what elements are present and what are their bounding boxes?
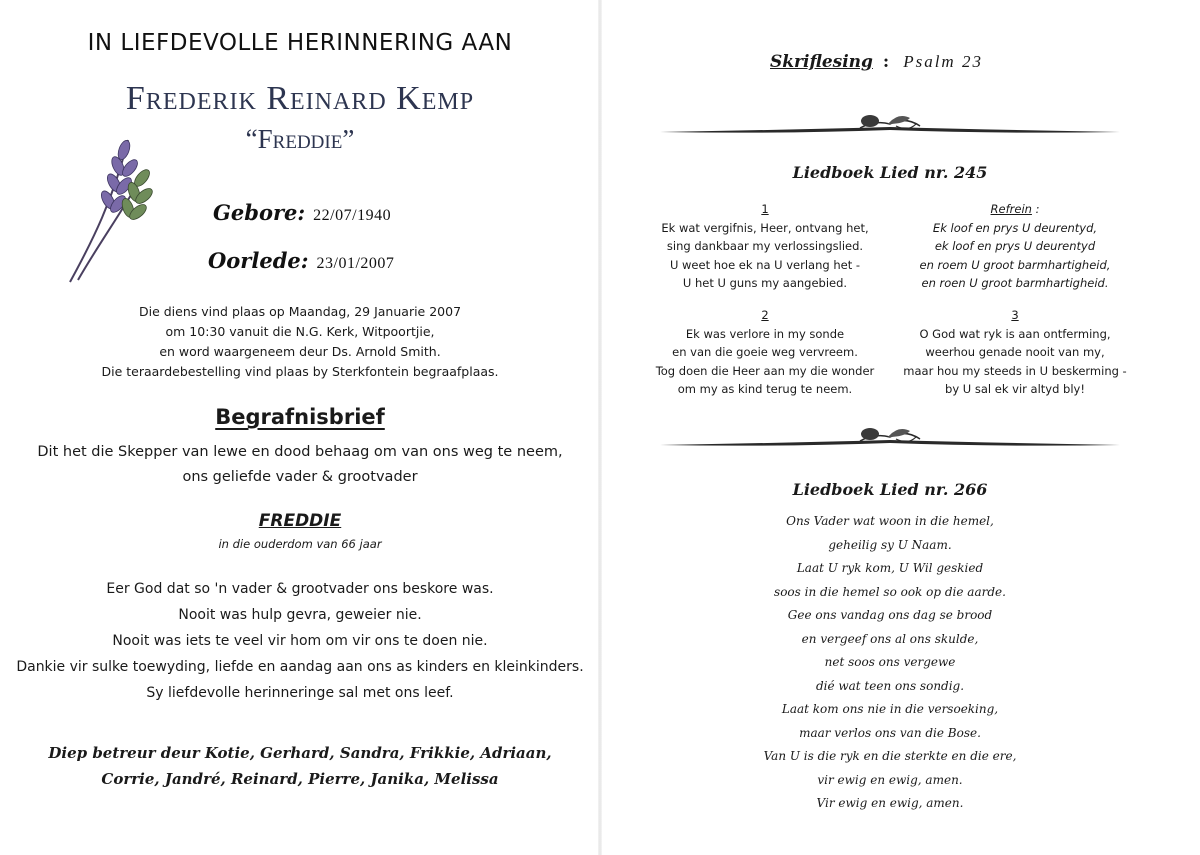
born-value: 22/07/1940 xyxy=(313,207,392,224)
hymn-line: Gee ons vandag ons dag se brood xyxy=(787,608,993,622)
born-label: Gebore: xyxy=(213,200,306,225)
died-label: Oorlede: xyxy=(208,248,309,273)
poem-line: Nooit was hulp gevra, geweier nie. xyxy=(178,607,422,623)
refrain-line: Ek loof en prys U deurentyd, xyxy=(932,220,1098,235)
verse-line: maar hou my steeds in U beskerming - xyxy=(903,363,1127,378)
verse-line: by U sal ek vir altyd bly! xyxy=(945,382,1085,396)
mourners-line: Corrie, Jandré, Reinard, Pierre, Janika, Melissa xyxy=(101,770,499,788)
service-line: en word waargeneem deur Ds. Arnold Smith. xyxy=(159,344,441,359)
poem-line: Eer God dat so 'n vader & grootvader ons beskore was. xyxy=(106,581,494,597)
reading-value: Psalm 23 xyxy=(903,52,983,71)
verse-line: U het U guns my aangebied. xyxy=(682,276,848,290)
age-line: in die ouderdom van 66 jaar xyxy=(218,537,382,551)
hymn-line: geheilig sy U Naam. xyxy=(828,537,952,552)
verse-line: O God wat ryk is aan ontferming, xyxy=(919,326,1111,341)
funeral-letter-intro xyxy=(30,440,570,490)
refrain-line: en roem U groot barmhartigheid, xyxy=(919,257,1111,272)
deceased-nickname: “Freddie” xyxy=(245,124,355,154)
hymn-line: net soos ons vergewe xyxy=(824,655,956,669)
hymn-line: Vir ewig en ewig, amen. xyxy=(816,796,964,810)
mourners-list xyxy=(40,740,560,792)
rose-divider-icon xyxy=(660,423,1120,453)
right-page xyxy=(600,0,1200,855)
verse-line: Tog doen die Heer aan my die wonder xyxy=(655,363,875,378)
rose-divider-icon xyxy=(660,110,1120,140)
reading-label: Skriflesing xyxy=(770,52,873,72)
scripture-reading xyxy=(770,52,983,72)
poem-line: Nooit was iets te veel vir hom om vir ons te doen nie. xyxy=(112,633,488,649)
mourners-line: Diep betreur deur Kotie, Gerhard, Sandra, Frikkie, Adriaan, xyxy=(48,744,552,762)
verse-line: en van die goeie weg vervreem. xyxy=(672,345,858,359)
death-date-line xyxy=(208,248,394,273)
hymn-line: en vergeef ons al ons skulde, xyxy=(801,631,979,646)
died-value: 23/01/2007 xyxy=(316,255,395,272)
verse-number: 3 xyxy=(1011,308,1019,322)
verse-number: 2 xyxy=(761,308,769,322)
hymn-verse-1 xyxy=(640,200,890,293)
verse-line: U weet hoe ek na U verlang het - xyxy=(669,257,861,272)
verse-line: om my as kind terug te neem. xyxy=(677,382,853,396)
funeral-letter-title: Begrafnisbrief xyxy=(215,405,385,429)
refrain-colon: : xyxy=(1031,202,1040,216)
hymn-line: soos in die hemel so ook op die aarde. xyxy=(774,584,1006,599)
refrain-line: en roen U groot barmhartigheid. xyxy=(921,276,1109,290)
hymn-line: Van U is die ryk en die sterkte en die ere, xyxy=(763,749,1017,763)
deceased-full-name: Frederik Reinard Kemp xyxy=(125,80,475,117)
hymn-line: Laat kom ons nie in die versoeking, xyxy=(781,702,999,716)
verse-line: Ek was verlore in my sonde xyxy=(685,326,845,341)
verse-line: weerhou genade nooit van my, xyxy=(925,345,1105,359)
poem-line: Dankie vir sulke toewyding, liefde en aandag aan ons as kinders en kleinkinders. xyxy=(16,659,584,675)
refrain-label: Refrein xyxy=(990,202,1032,216)
service-line: Die diens vind plaas op Maandag, 29 Januarie 2007 xyxy=(138,304,462,319)
hymn-line: dié wat teen ons sondig. xyxy=(815,678,965,693)
verse-line: sing dankbaar my verlossingslied. xyxy=(666,239,864,253)
hymn-line: vir ewig en ewig, amen. xyxy=(817,772,963,787)
poem-line: Sy liefdevolle herinneringe sal met ons leef. xyxy=(146,685,454,701)
hymn-245-title: Liedboek Lied nr. 245 xyxy=(792,163,988,182)
service-line: Die teraardebestelling vind plaas by Sterkfontein begraafplaas. xyxy=(101,364,499,379)
birth-date-line xyxy=(213,200,391,225)
hymn-line: Ons Vader wat woon in die hemel, xyxy=(786,514,994,528)
memorial-heading: IN LIEFDEVOLLE HERINNERING AAN xyxy=(87,30,513,56)
hymn-266-title: Liedboek Lied nr. 266 xyxy=(792,480,988,499)
hymn-verse-3 xyxy=(890,306,1140,399)
deceased-name-caps: FREDDIE xyxy=(258,511,342,531)
intro-line: ons geliefde vader & grootvader xyxy=(182,469,418,485)
reading-colon: : xyxy=(882,52,890,72)
service-details xyxy=(100,302,500,382)
wheat-icon xyxy=(58,120,158,285)
verse-line: Ek wat vergifnis, Heer, ontvang het, xyxy=(661,220,869,235)
service-line: om 10:30 vanuit die N.G. Kerk, Witpoortjie, xyxy=(165,324,435,339)
hymn-refrain xyxy=(890,200,1140,293)
refrain-line: ek loof en prys U deurentyd xyxy=(934,239,1096,253)
hymn-line: Laat U ryk kom, U Wil geskied xyxy=(796,561,984,575)
intro-line: Dit het die Skepper van lewe en dood behaag om van ons weg te neem, xyxy=(37,444,563,460)
verse-number: 1 xyxy=(761,202,769,216)
hymn-verse-2 xyxy=(640,306,890,399)
hymn-line: maar verlos ons van die Bose. xyxy=(799,725,981,740)
hymn-266-text xyxy=(690,510,1090,816)
tribute-poem xyxy=(10,576,590,706)
